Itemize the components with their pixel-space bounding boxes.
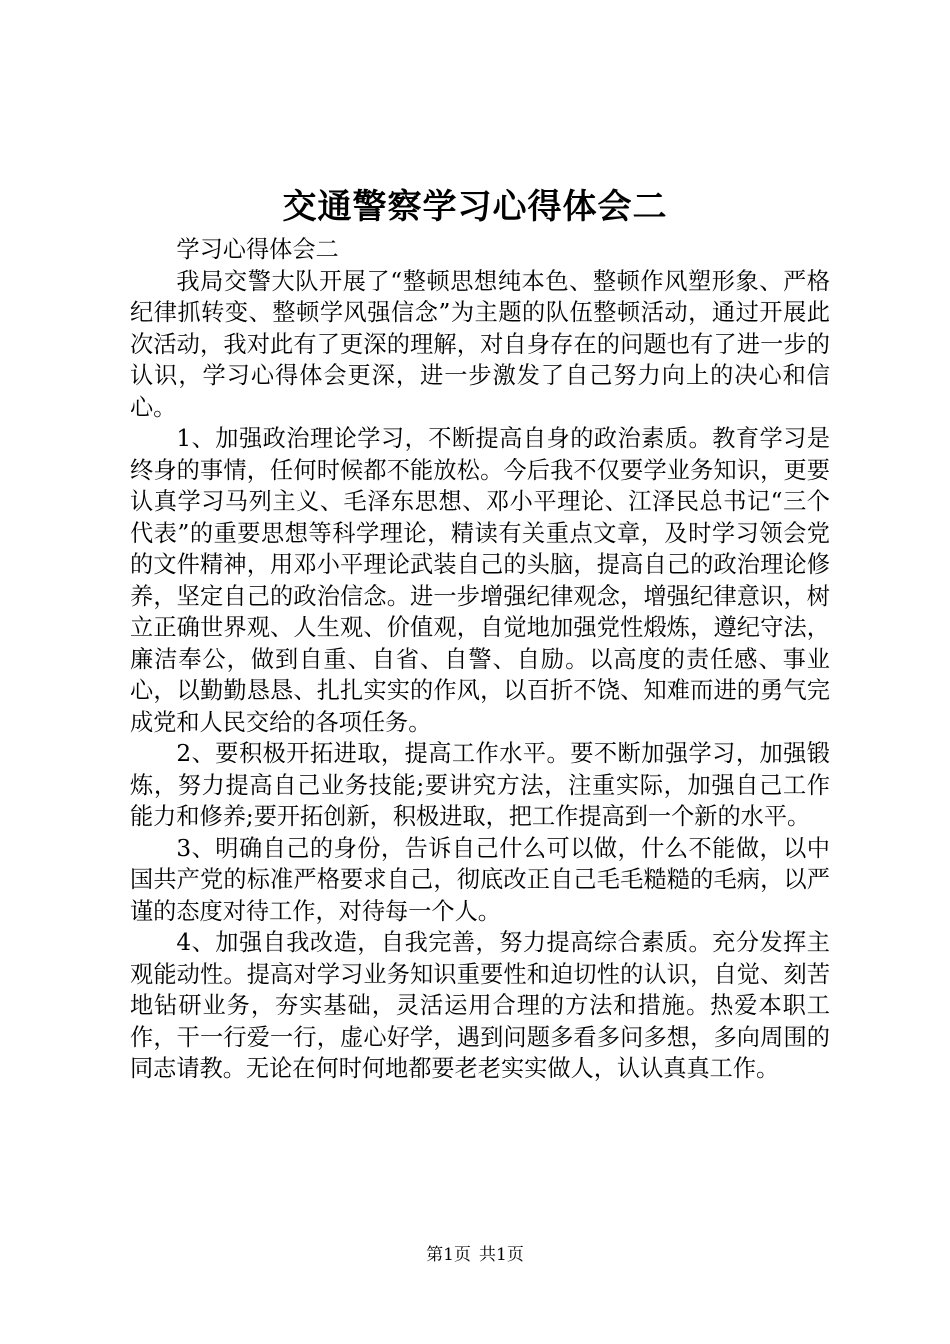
paragraph-subtitle: 学习心得体会二 — [176, 236, 339, 263]
paragraph-point-2: 2、要积极开拓进取，提高工作水平。要不断加强学习，加强锻炼，努力提高自己业务技能;要讲究方法，注重实际，加强自己工作能力和修养;要开拓创新，积极进取，把工作提高到一个新的水平。 — [130, 740, 830, 830]
page-number: 第1页 — [426, 1245, 471, 1265]
document-body — [130, 234, 830, 1085]
paragraph-point-1: 1、加强政治理论学习，不断提高自身的政治素质。教育学习是终身的事情，任何时候都不能放松。今后我不仅要学业务知识，更要认真学习马列主义、毛泽东思想、邓小平理论、江泽民总书记“三个代表”的重要思想等科学理论，精读有关重点文章，及时学习领会党的文件精神，用邓小平理论武装自己的头脑，提高自己的政治理论修养，坚定自己的政治信念。进一步增强纪律观念，增强纪律意识，树立正确世界观、人生观、价值观，自觉地加强党性煅炼，遵纪守法，廉洁奉公，做到自重、自省、自警、自励。以高度的责任感、事业心，以勤勤恳恳、扎扎实实的作风，以百折不饶、知难而进的勇气完成党和人民交给的各项任务。 — [130, 425, 830, 736]
page-total: 共1页 — [479, 1245, 524, 1265]
paragraph-intro: 我局交警大队开展了“整顿思想纯本色、整顿作风塑形象、严格纪律抓转变、整顿学风强信念”为主题的队伍整顿活动，通过开展此次活动，我对此有了更深的理解，对自身存在的问题也有了进一步的认识，学习心得体会更深，进一步激发了自己努力向上的决心和信心。 — [130, 267, 830, 421]
paragraph-point-3: 3、明确自己的身份，告诉自己什么可以做，什么不能做，以中国共产党的标准严格要求自己，彻底改正自己毛毛糙糙的毛病，以严谨的态度对待工作，对待每一个人。 — [130, 834, 830, 925]
page-footer — [0, 1244, 950, 1266]
paragraph-point-4: 4、加强自我改造，自我完善，努力提高综合素质。充分发挥主观能动性。提高对学习业务知识重要性和迫切性的认识，自觉、刻苦地钻研业务，夯实基础，灵活运用合理的方法和措施。热爱本职工作，干一行爱一行，虚心好学，遇到问题多看多问多想，多向周围的同志请教。无论在何时何地都要老老实实做人，认认真真工作。 — [130, 929, 830, 1082]
document-title: 交通警察学习心得体会二 — [282, 187, 668, 227]
